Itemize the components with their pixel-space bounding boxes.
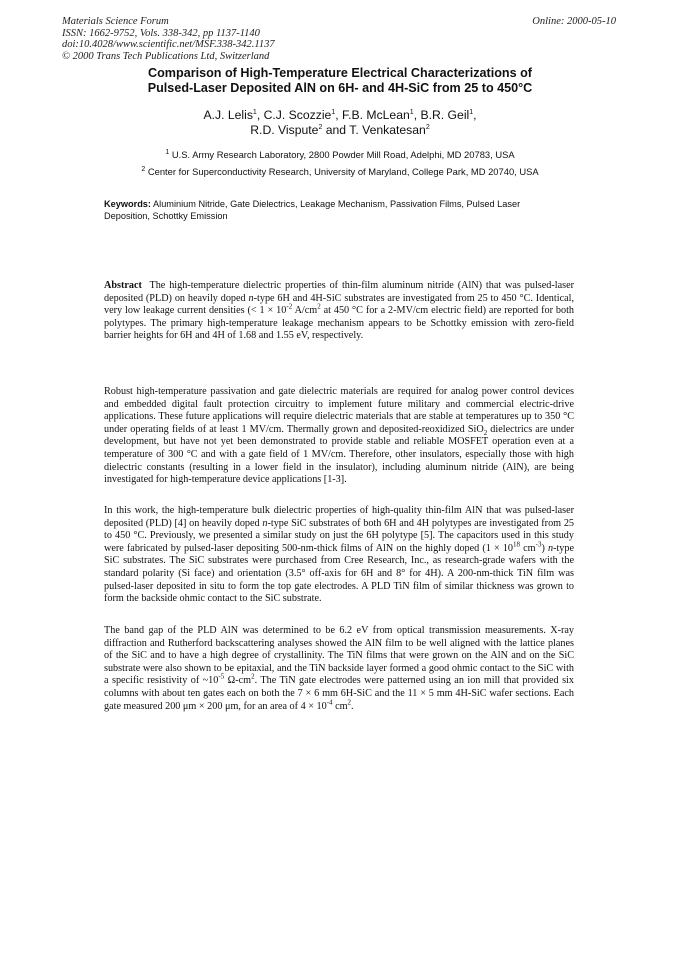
paper-title — [70, 66, 610, 96]
keywords — [104, 199, 540, 222]
paragraph-1: Robust high-temperature passivation and gate dielectric materials are required for analog power control devices and embedded digital fault protection circuitry to implement future military and commercial electric-drive applications. These future applications will require dielectric materials that are stable at temperatures up to 350 °C under operating fields of at least 1 MV/cm. Thermally grown and deposited-reoxidized SiO$_2$ dielectrics are under development, but have not yet been demonstrated to provide stable and reliable MOSFET operation even at a temperature of 300 °C and with a gate field of 1 MV/cm. Therefore, other insulators, especially those with high dielectric constants (resulting in a lower field in the insulator), including aluminum nitride (AlN), are being investigated for high-temperature device applications [1-3]. — [104, 386, 574, 486]
author: C.J. Scozzie — [263, 108, 332, 122]
author-list: A.J. Lelis$^1$, C.J. Scozzie$^1$, F.B. McLean$^1$, B.R. Geil$^1$, R.D. Vispute$^2$ and T. Venkatesan$^2$ — [203, 108, 477, 137]
keywords-label: Keywords: — [104, 199, 151, 209]
abstract: Abstract The high-temperature dielectric properties of thin-film aluminum nitride (AlN) that was pulsed-laser deposited (PLD) on heavily doped n-type 6H and 4H-SiC substrates are investigated from 25 to 450 °C. Identical, very low leakage current densities (< $1 \times 10^{-2}$ $A/cm^2$ at 450 °C for a 2-MV/cm electric field) are reported for both polytypes. The primary high-temperature leakage mechanism appears to be Schottky emission with zero-field barrier heights for 6H and 4H of 1.68 and 1.55 eV, respectively. — [104, 280, 575, 342]
title-line-2: Pulsed-Laser Deposited AlN on 6H- and 4H-SiC from 25 to 450°C — [147, 81, 533, 95]
copyright-line: © 2000 Trans Tech Publications Ltd, Switzerland — [62, 50, 270, 62]
abstract-label: Abstract — [104, 280, 142, 291]
journal-name: Materials Science Forum — [62, 16, 169, 27]
affiliation-1: $^1$ U.S. Army Research Laboratory, 2800 Powder Mill Road, Adelphi, MD 20783, USA — [165, 148, 515, 160]
issn-line: ISSN: 1662-9752, Vols. 338-342, pp 1137-1140 — [62, 27, 260, 39]
author: R.D. Vispute — [250, 123, 319, 137]
online-date: Online: 2000-05-10 — [532, 16, 616, 27]
keywords-text: Aluminium Nitride, Gate Dielectrics, Leakage Mechanism, Passivation Films, Pulsed Laser Deposition, Schottky Emission — [104, 199, 521, 221]
paragraph-3: The band gap of the PLD AlN was determined to be 6.2 eV from optical transmission measurements. X-ray diffraction and Rutherford backscattering analyses showed the AlN film to be well aligned with the lattice planes of the SiC and to have a high degree of crystallinity. The TiN films that were grown on the AlN and on the SiC substrate were also shown to be epitaxial, and the TiN backside layer formed a good ohmic contact to the SiC with a specific resistivity of $\sim 10^{-5}$ $\Omega-cm^2$. The TiN gate electrodes were patterned using an ion mill that provided six columns with about ten gates each on both the 7 × 6 mm 6H-SiC and the 11 × 5 mm 4H-SiC wafer sections. Each gate measured 200 μm × 200 μm, for an area of $4 \times 10^{-4}$ $cm^2$. — [104, 625, 574, 712]
journal-header — [62, 16, 275, 62]
author: F.B. McLean — [342, 108, 410, 122]
author: A.J. Lelis — [203, 108, 253, 122]
author: B.R. Geil — [420, 108, 470, 122]
affiliation-2: $^2$ Center for Superconductivity Research, University of Maryland, College Park, MD 20740, USA — [141, 165, 539, 177]
paragraph-2: In this work, the high-temperature bulk dielectric properties of high-quality thin-film AlN that was pulsed-laser deposited (PLD) [4] on heavily doped n-type SiC substrates of both 6H and 4H polytypes are investigated from 25 to 450 °C. Previously, we presented a similar study on just the 6H polytype [5]. The capacitors used in this study were fabricated by pulsed-laser depositing 500-nm-thick films of AlN on the highly doped ($1 \times 10^{18}$ $cm^{-3}$) n-type SiC substrates. The SiC substrates were purchased from Cree Research, Inc., as research-grade wafers with the standard polarity (Si face) and orientation (3.5° off-axis for 6H and 8° for 4H). A 200-nm-thick TiN film was pulsed-laser deposited in situ to form the top gate electrodes. A PLD TiN film of similar thickness was grown to form the backside ohmic contact to the SiC substrate. — [104, 505, 575, 605]
title-line-1: Comparison of High-Temperature Electrical Characterizations of — [148, 66, 532, 80]
doi-line: doi:10.4028/www.scientific.net/MSF.338-342.1137 — [62, 39, 275, 50]
author: T. Venkatesan — [349, 123, 426, 137]
